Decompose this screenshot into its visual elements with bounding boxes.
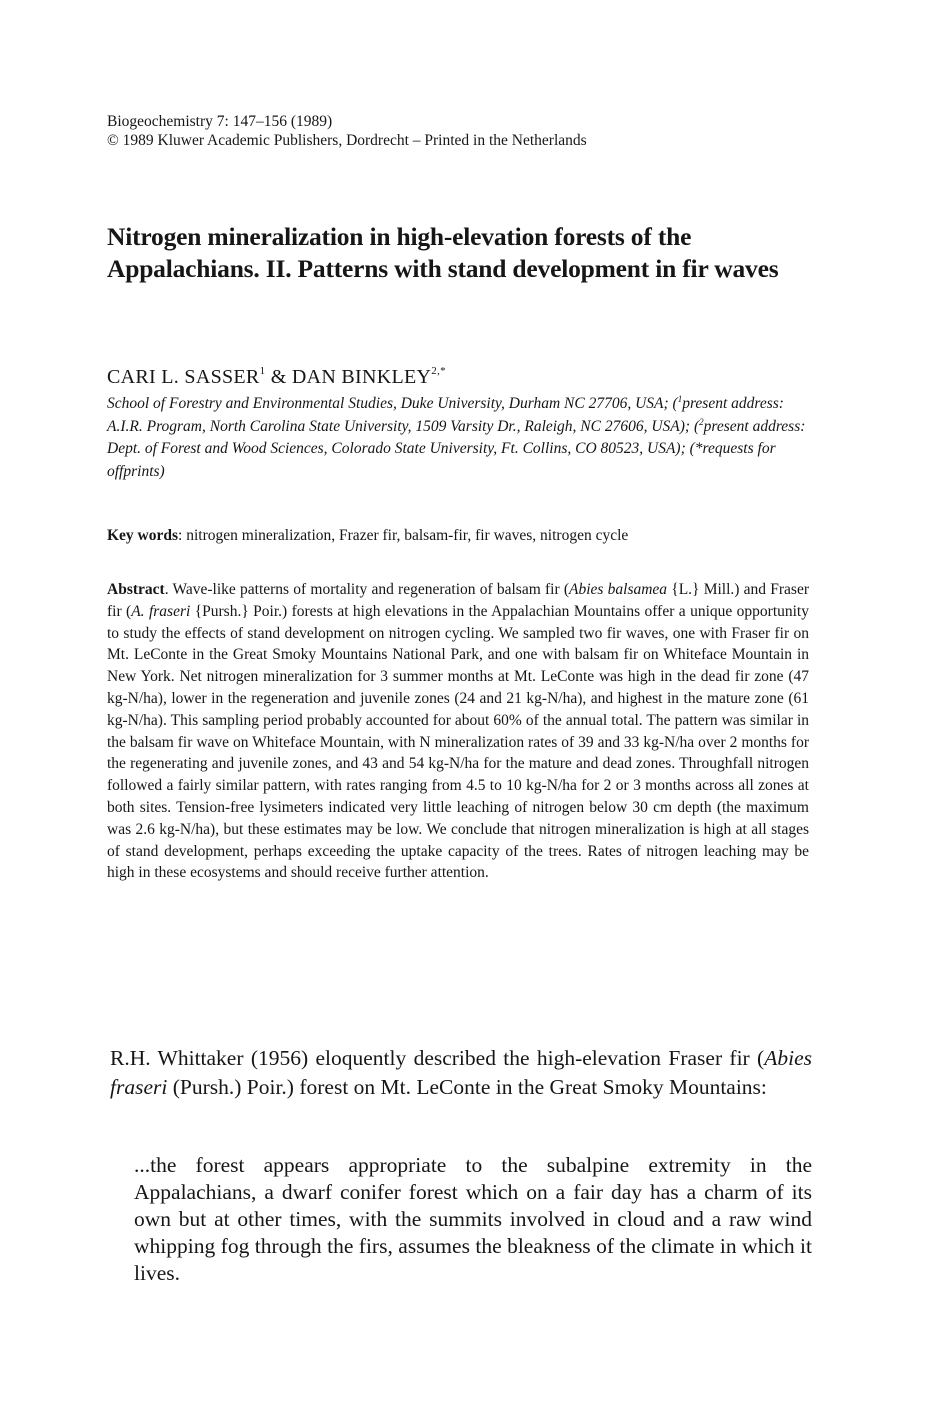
journal-citation: Biogeochemistry 7: 147–156 (1989) (107, 113, 333, 130)
affiliation-address-1: present address: A.I.R. Program, North Carolina State University, 1509 Varsity Dr., Raleigh, NC 27606, USA); ( (107, 395, 784, 435)
abstract-species-2: A. fraseri (131, 602, 191, 620)
author-2-name: DAN BINKLEY (291, 366, 432, 388)
abstract-species-1: Abies balsamea (568, 581, 668, 598)
abstract-text-2: {L.} Mill.) and Fraser fir ( (107, 581, 809, 620)
copyright-line: © 1989 Kluwer Academic Publishers, Dordrecht – Printed in the Netherlands (107, 132, 587, 149)
article-title: Nitrogen mineralization in high-elevation forests of the Appalachians. II. Patterns with stand development in fir waves (107, 222, 779, 283)
abstract (107, 579, 809, 884)
abstract-text-3: {Pursh.} Poir.) forests at high elevations in the Appalachian Mountains offer a unique opportunity to study the effects of stand development on nitrogen cycling. We sampled two fir waves, one with Fraser fir on Mt. LeConte in the Great Smoky Mountains National Park, and one with balsam fir on Whiteface Mountain in New York. Net nitrogen mineralization for 3 summer months at Mt. LeConte was high in the dead fir zone (47 kg-N/ha), lower in the regeneration and juvenile zones (24 and 21 kg-N/ha), and highest in the mature zone (61 kg-N/ha). This sampling period probably accounted for about 60% of the annual total. The pattern was similar in the balsam fir wave on Whiteface Mountain, with N mineralization rates of 39 and 33 kg-N/ha over 2 months for the regenerating and juvenile zones, and 43 and 54 kg-N/ha for the mature and dead zones. Throughfall nitrogen followed a fairly similar pattern, with rates ranging from 4.5 to 10 kg-N/ha for 2 or 3 months across all zones at both sites. Tension-free lysimeters indicated very little leaching of nitrogen below 30 cm depth (the maximum was 2.6 kg-N/ha), but these estimates may be low. We conclude that nitrogen mineralization is high at all stages of stand development, perhaps exceeding the uptake capacity of the trees. Rates of nitrogen leaching may be high in these ecosystems and should receive further attention. (107, 602, 809, 882)
affiliation-superscript-2: 2 (699, 416, 704, 427)
keywords-text: : nitrogen mineralization, Frazer fir, balsam-fir, fir waves, nitrogen cycle (178, 527, 629, 544)
affiliation-main: School of Forestry and Environmental Studies, Duke University, Durham NC 27706, USA; ( (107, 395, 678, 412)
abstract-text-1: . Wave-like patterns of mortality and regeneration of balsam fir ( (164, 581, 569, 598)
author-2-superscript: 2,* (431, 365, 446, 377)
keywords-label: Key words (107, 527, 179, 544)
intro-text-2: (Pursh.) Poir.) forest on Mt. LeConte in the Great Smoky Mountains: (167, 1075, 767, 1099)
journal-header (107, 112, 827, 150)
block-quote: ...the forest appears appropriate to the subalpine extremity in the Appalachians, a dwarf conifer forest which on a fair day has a charm of its own but at other times, with the summits involved in cloud and a raw wind whipping fog through the firs, assumes the bleakness of the climate in which it lives. (134, 1153, 812, 1285)
author-separator: & (265, 366, 292, 388)
author-1-name: CARI L. SASSER (107, 366, 260, 388)
affiliation-address-2: present address: Dept. of Forest and Wood Sciences, Colorado State University, Ft. Collins, CO 80523, USA); (*requests for offprints) (107, 417, 806, 480)
intro-paragraph (110, 1044, 812, 1102)
affiliation (107, 393, 817, 483)
affiliation-superscript-1: 1 (677, 394, 683, 404)
keywords (107, 526, 827, 546)
intro-text-1: R.H. Whittaker (1956) eloquently described the high-elevation Fraser fir ( (110, 1046, 765, 1070)
abstract-label: Abstract (107, 581, 165, 598)
author-line (107, 365, 446, 389)
intro-species: Abies fraseri (110, 1046, 812, 1099)
author-1-superscript: 1 (259, 365, 266, 377)
